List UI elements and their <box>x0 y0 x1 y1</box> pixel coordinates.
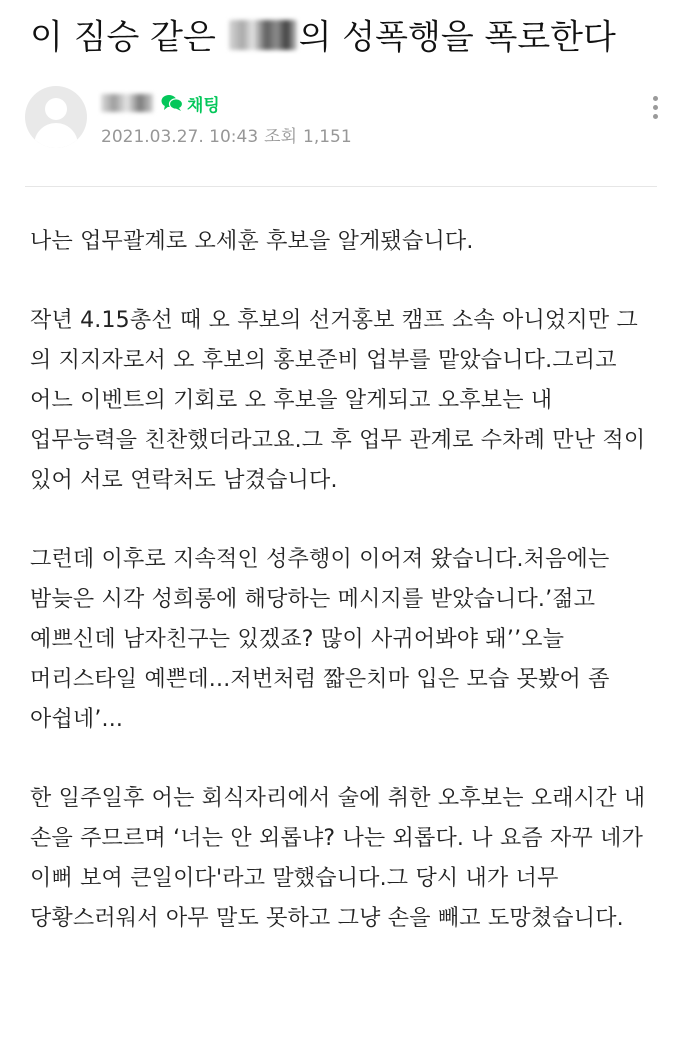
chat-bubble-icon <box>161 94 183 112</box>
header-divider <box>25 186 657 187</box>
chat-link[interactable] <box>161 90 220 116</box>
article-paragraph: 그런데 이후로 지속적인 성추행이 이어져 왔습니다.처음에는 밤늦은 시각 성희롱에 해당하는 메시지를 받았습니다.’젊고 예쁘신데 남자친구는 있겠죠? 많이 사귀어봐야 돼’’오늘 머리스타일 예쁜데...저번처럼 짧은치마 입은 모습 못봤어 좀 아쉽네’... <box>30 547 610 732</box>
post-title <box>30 8 660 64</box>
article-body <box>30 222 660 978</box>
post-date: 2021.03.27. 10:43 <box>101 127 259 147</box>
views-label: 조회 <box>264 127 297 147</box>
post-meta <box>101 122 358 147</box>
article-paragraph: 나는 업무괄계로 오세훈 후보을 알게됐습니다. <box>30 229 474 254</box>
post-title-part1: 이 짐승 같은 <box>30 17 227 58</box>
author-info <box>25 84 660 154</box>
views-count: 1,151 <box>303 127 352 147</box>
blurred-name-mosaic <box>229 20 297 50</box>
more-vertical-icon[interactable] <box>647 92 663 126</box>
chat-label: 채팅 <box>187 95 220 116</box>
post-title-part2: 의 성폭행을 폭로한다 <box>298 17 616 58</box>
default-user-avatar-icon[interactable] <box>25 86 87 148</box>
article-paragraph: 작년 4.15총선 때 오 후보의 선거홍보 캠프 소속 아니었지만 그 의 지지자로서 오 후보의 홍보준비 업부를 맡았습니다.그리고 어느 이벤트의 기회로 오 후보을 알게되고 오후보는 내 업무능력을 친찬했더라고요.그 후 업무 관계로 수차례 만난 적이 있어 서로 연락처도 남겼습니다. <box>30 308 646 493</box>
blurred-author-name[interactable] <box>101 94 153 112</box>
article-paragraph: 한 일주일후 어는 회식자리에서 술에 취한 오후보는 오래시간 내 손을 주므르며 ‘너는 안 외롭냐? 나는 외롭다. 나 요즘 자꾸 네가 이뻐 보여 큰일이다'라고 말했습니다.그 당시 내가 너무 당황스러워서 아무 말도 못하고 그냥 손을 빼고 도망쳤습니다. <box>30 786 646 931</box>
